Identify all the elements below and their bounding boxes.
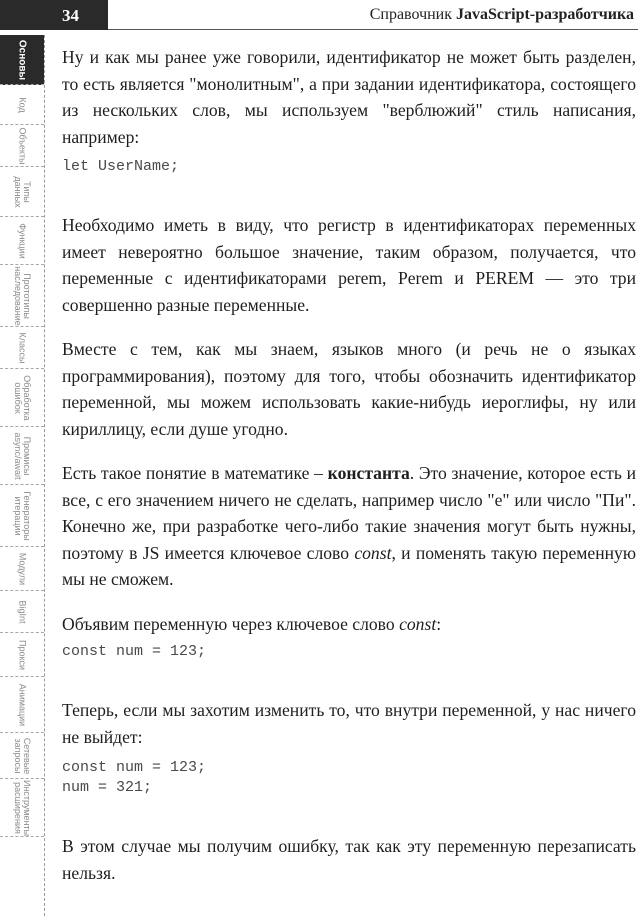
chapter-sidebar xyxy=(0,35,45,916)
paragraph-6: Теперь, если мы захотим изменить то, что внутри переменной, у нас ничего не выйдет: xyxy=(62,700,636,747)
sidebar-tab xyxy=(0,547,44,591)
paragraph-3: Вместе с тем, как мы знаем, языков много (и речь не о языках программирования), поэтому для того, чтобы обозначить идентификатор переменной, мы можем использовать какие-нибудь иероглифы, ну или кириллицу, если душе угодно. xyxy=(62,339,636,439)
sidebar-tab xyxy=(0,167,44,217)
sidebar-tab-label: Сетевые запросы xyxy=(13,737,32,774)
code-snippet-3 xyxy=(62,758,636,798)
paragraph-5-text-c: : xyxy=(436,613,442,634)
sidebar-tab-label: Обработка ошибок xyxy=(13,374,32,421)
sidebar-tab xyxy=(0,85,44,125)
paragraph-5-text-a: Объявим переменную через ключевое слово xyxy=(62,613,400,634)
sidebar-tab-label: Основы xyxy=(16,39,28,80)
paragraph-4-text-c: . Это значение, которое есть и все, с его значением ничего не сделать, например число "е" или число "Пи". Конечно же, при разработке чего-либо такие значения могут быть нужны, поэтому в JS имеется ключевое слово xyxy=(62,463,636,563)
sidebar-tab-label: Типы данных xyxy=(13,175,32,208)
sidebar-tab xyxy=(0,217,44,265)
sidebar-tab xyxy=(0,733,44,779)
paragraph-4 xyxy=(62,460,636,593)
running-header xyxy=(370,6,634,24)
sidebar-tab xyxy=(0,265,44,327)
code-snippet-2: const num = 123; xyxy=(62,643,207,660)
header-rule xyxy=(108,29,638,30)
sidebar-tab xyxy=(0,633,44,677)
sidebar-tab-label: Инструменты расширения xyxy=(13,779,32,836)
sidebar-tab-label: Прототипы наследование xyxy=(13,265,32,326)
keyword-const-2: const xyxy=(399,613,437,634)
sidebar-tab-label: Модули xyxy=(17,552,28,585)
paragraph-4-text-e: , и поменять такую переменную мы не сможем. xyxy=(62,542,636,589)
sidebar-tab xyxy=(0,779,44,837)
sidebar-tab-label: Объекты xyxy=(17,126,28,165)
sidebar-tab-label: Функции xyxy=(17,222,28,259)
sidebar-tab xyxy=(0,125,44,167)
keyword-constant: константа xyxy=(327,463,410,483)
sidebar-tab-label: Прокси xyxy=(17,639,28,670)
paragraph-4-text-a: Есть такое понятие в математике – xyxy=(62,463,328,483)
sidebar-tab-label: Код xyxy=(17,96,28,113)
paragraph-2: Необходимо иметь в виду, что регистр в идентификаторах переменных имеет невероятно большое значение, таким образом, получается, что переменные с идентификаторами perem, Perem и PEREM — это три совершенно разные переменные. xyxy=(62,215,636,315)
sidebar-tab-label: Классы xyxy=(17,332,28,363)
sidebar-tab-label: Генераторы итерации xyxy=(13,490,32,541)
sidebar-tab xyxy=(0,485,44,547)
code-snippet-1: let UserName; xyxy=(62,158,180,175)
book-title-prefix: Справочник xyxy=(369,6,457,23)
sidebar-tab-label: Анимации xyxy=(17,683,28,726)
code-line: num = 321; xyxy=(62,779,153,796)
keyword-const: const xyxy=(354,542,392,563)
sidebar-tab xyxy=(0,677,44,733)
book-title-bold: JavaScript-разработчика xyxy=(456,6,634,23)
sidebar-tab-label: BigInt xyxy=(17,599,28,624)
paragraph-5 xyxy=(62,611,636,638)
code-line: const num = 123; xyxy=(62,759,207,776)
page-number: 34 xyxy=(0,0,108,30)
paragraph-1: Ну и как мы ранее уже говорили, идентификатор не может быть разделен, то есть является "монолитным", а при задании идентификатора, состоящего из нескольких слов, мы используем "верблюжий" стиль написания, например: xyxy=(62,47,636,147)
sidebar-tab-label: Промисы async/await xyxy=(13,431,32,480)
sidebar-tab xyxy=(0,427,44,485)
sidebar-tab xyxy=(0,327,44,369)
paragraph-7: В этом случае мы получим ошибку, так как эту переменную перезаписать нельзя. xyxy=(62,836,636,883)
sidebar-tab xyxy=(0,591,44,633)
sidebar-tab xyxy=(0,369,44,427)
page-content xyxy=(62,44,636,886)
sidebar-tab xyxy=(0,35,44,85)
